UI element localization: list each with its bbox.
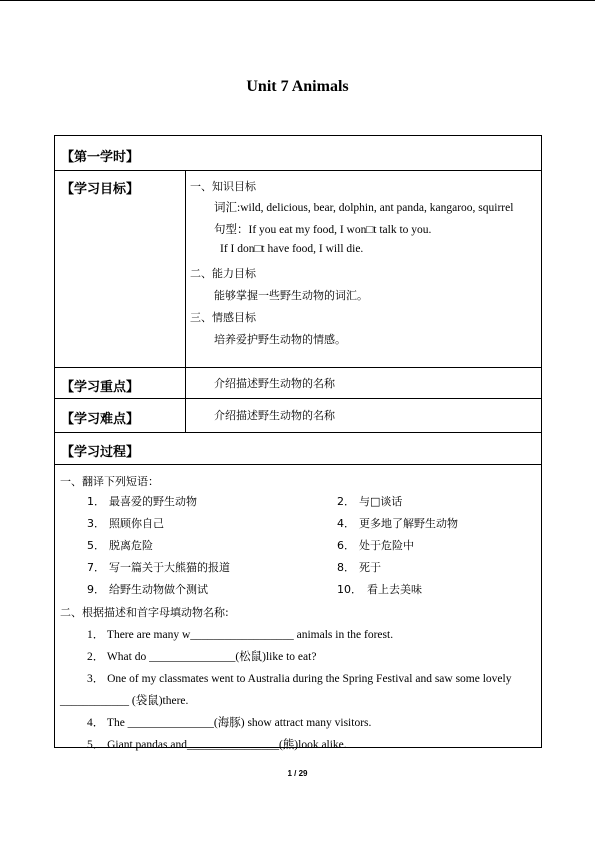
phrase-item: 4． 更多地了解野生动物 — [337, 517, 458, 530]
phrase-item: 1． 最喜爱的野生动物 — [87, 495, 197, 508]
ability-goal-text: 能够掌握一些野生动物的词汇。 — [214, 289, 368, 302]
pattern-line-2: If I don□t have food, I will die. — [220, 243, 364, 255]
vocab-line: 词汇:wild, delicious, bear, dolphin, ant panda, kangaroo, squirrel — [214, 202, 514, 214]
focus-text: 介绍描述野生动物的名称 — [214, 377, 335, 390]
phrase-item: 10． 看上去美味 — [337, 583, 422, 596]
page-number: 1 / 29 — [287, 769, 308, 778]
phrase-item: 9． 给野生动物做个测试 — [87, 583, 208, 596]
phrase-item: 2． 与□谈话 — [337, 495, 403, 508]
row-divider — [55, 367, 541, 368]
question-3: 3． One of my classmates went to Australia during the Spring Festival and saw some lovely — [87, 673, 512, 685]
phrase-item: 3． 照顾你自己 — [87, 517, 164, 530]
goals-header: 【学习目标】 — [61, 182, 140, 197]
top-rule — [0, 0, 595, 1]
row-divider — [55, 464, 541, 465]
part1-title: 一、翻译下列短语： — [60, 475, 159, 488]
phrase-item: 5． 脱离危险 — [87, 539, 153, 552]
focus-header: 【学习重点】 — [61, 380, 140, 395]
section-header: 【第一学时】 — [61, 150, 140, 165]
phrase-item: 6． 处于危险中 — [337, 539, 414, 552]
process-header: 【学习过程】 — [61, 445, 140, 460]
question-4: 4． The _______________(海豚) show attract many visitors. — [87, 717, 372, 729]
question-2: 2． What do _______________(松鼠)like to eat? — [87, 651, 317, 663]
question-3-cont: ____________ (袋鼠)there. — [60, 695, 189, 707]
phrase-item: 7． 写一篇关于大熊猫的报道 — [87, 561, 230, 574]
knowledge-goal-title: 一、知识目标 — [190, 180, 256, 193]
question-5: 5． Giant pandas and________________(熊)look alike. — [87, 739, 347, 751]
difficulty-header: 【学习难点】 — [61, 412, 140, 427]
phrase-item: 8． 死于 — [337, 561, 381, 574]
column-divider — [185, 170, 186, 432]
lesson-table — [54, 135, 542, 751]
part2-title: 二、根据描述和首字母填动物名称: — [60, 606, 229, 619]
row-divider — [55, 432, 541, 433]
page-title: Unit 7 Animals — [246, 78, 349, 95]
row-divider — [55, 170, 541, 171]
difficulty-text: 介绍描述野生动物的名称 — [214, 409, 335, 422]
emotion-goal-title: 三、情感目标 — [190, 311, 256, 324]
emotion-goal-text: 培养爱护野生动物的情感。 — [214, 333, 346, 346]
pattern-line-1: 句型：If you eat my food, I won□t talk to you. — [214, 224, 432, 236]
question-1: 1． There are many w__________________ animals in the forest. — [87, 629, 394, 641]
ability-goal-title: 二、能力目标 — [190, 267, 256, 280]
row-divider — [55, 398, 541, 399]
